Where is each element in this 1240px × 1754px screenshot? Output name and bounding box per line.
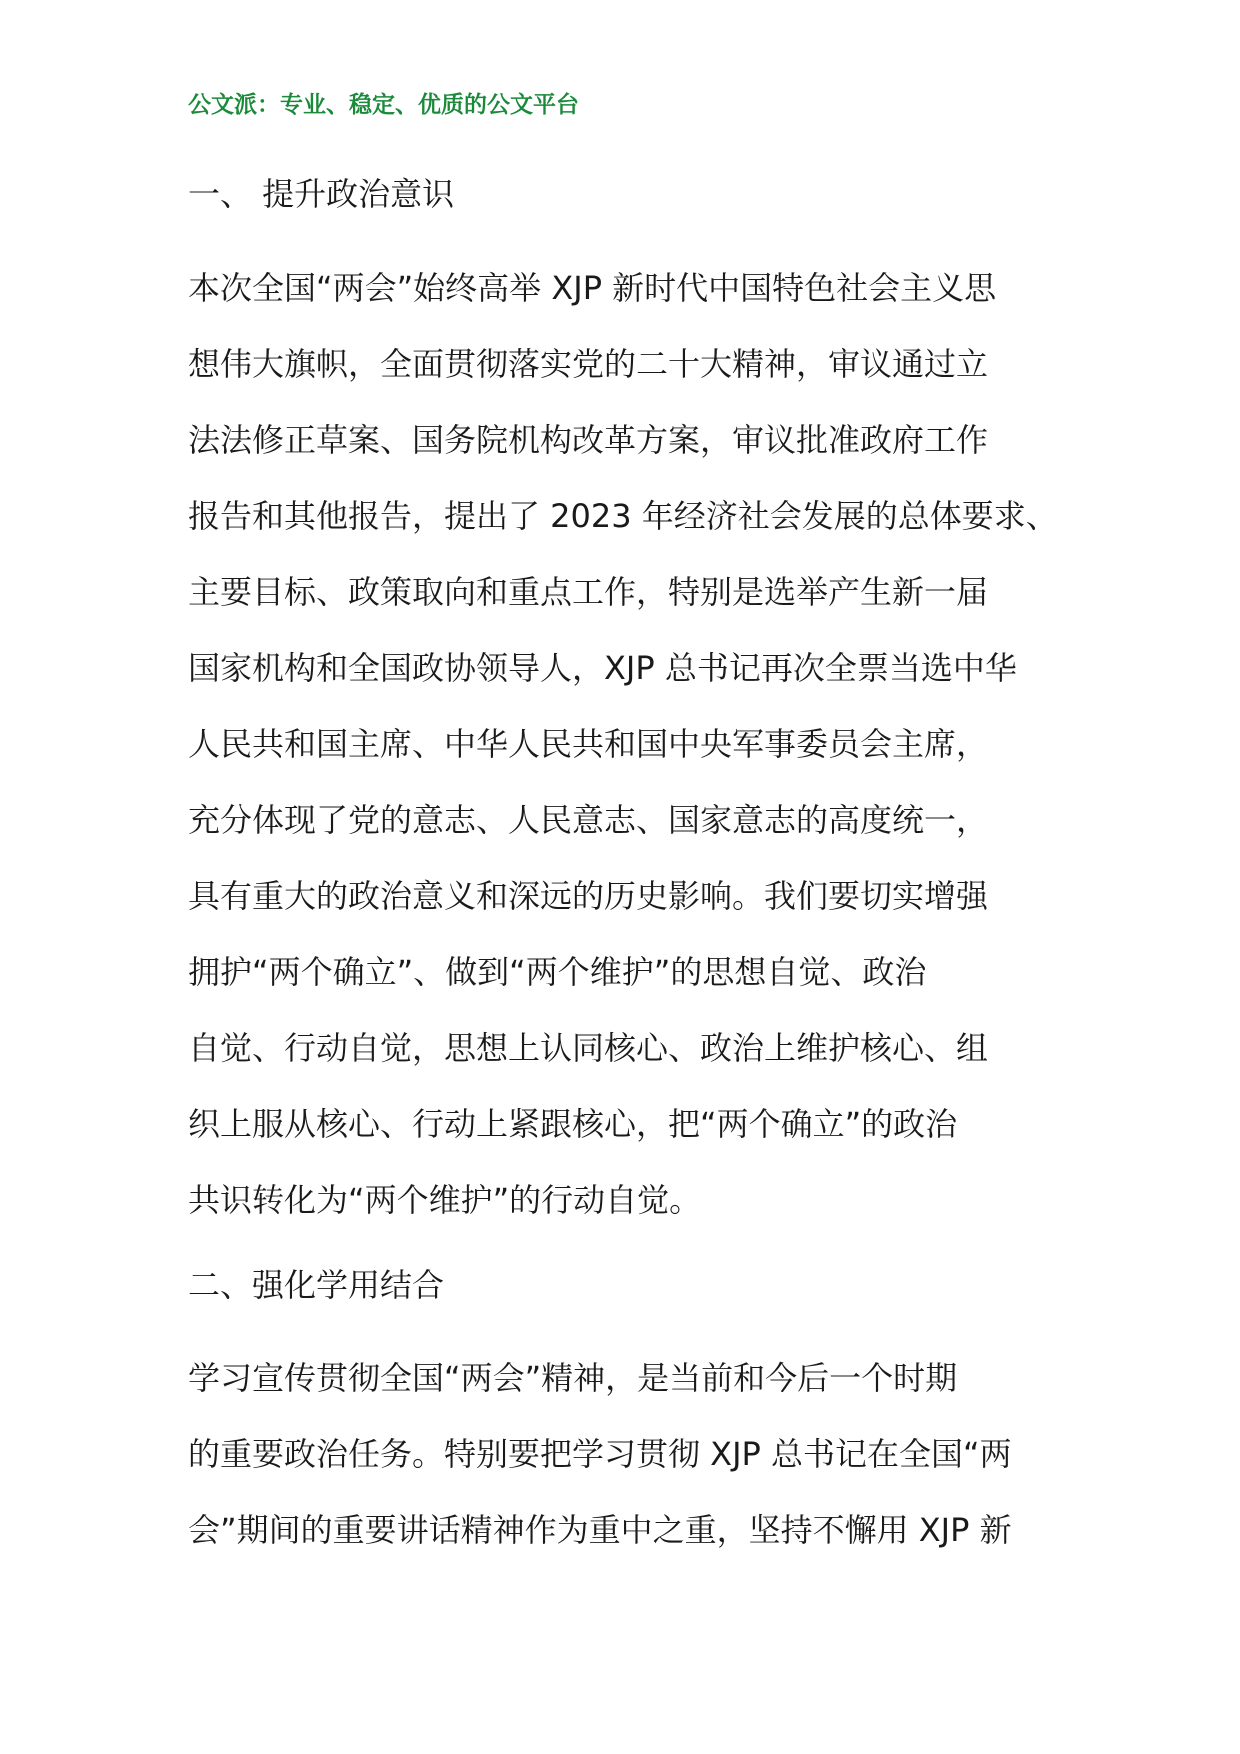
paragraph-line: 本次全国“两会”始终高举 XJP 新时代中国特色社会主义思: [188, 269, 997, 307]
section-2-paragraph: [188, 1340, 1088, 1568]
paragraph-line: 人民共和国主席、中华人民共和国中央军事委员会主席，: [188, 725, 989, 763]
section-heading-2: 二、强化学用结合: [188, 1266, 445, 1304]
paragraph-line: 会”期间的重要讲话精神作为重中之重，坚持不懈用 XJP 新: [188, 1511, 1012, 1549]
section-heading-1: 一、 提升政治意识: [188, 175, 455, 213]
section-1-paragraph: [188, 250, 1088, 1238]
paragraph-line: 共识转化为“两个维护”的行动自觉。: [188, 1181, 702, 1219]
paragraph-line: 国家机构和全国政协领导人，XJP 总书记再次全票当选中华: [188, 649, 1017, 687]
paragraph-line: 的重要政治任务。特别要把学习贯彻 XJP 总书记在全国“两: [188, 1435, 1012, 1473]
paragraph-line: 法法修正草案、国务院机构改革方案，审议批准政府工作: [188, 421, 989, 459]
paragraph-line: 具有重大的政治意义和深远的历史影响。我们要切实增强: [188, 877, 989, 915]
paragraph-line: 自觉、行动自觉，思想上认同核心、政治上维护核心、组: [188, 1029, 989, 1067]
header-banner: 公文派：专业、稳定、优质的公文平台: [188, 92, 579, 118]
paragraph-line: 拥护“两个确立”、做到“两个维护”的思想自觉、政治: [188, 953, 927, 991]
paragraph-line: 主要目标、政策取向和重点工作，特别是选举产生新一届: [188, 573, 989, 611]
paragraph-line: 织上服从核心、行动上紧跟核心，把“两个确立”的政治: [188, 1105, 958, 1143]
paragraph-line: 想伟大旗帜，全面贯彻落实党的二十大精神，审议通过立: [188, 345, 989, 383]
paragraph-line: 学习宣传贯彻全国“两会”精神，是当前和今后一个时期: [188, 1359, 958, 1397]
paragraph-line: 充分体现了党的意志、人民意志、国家意志的高度统一，: [188, 801, 989, 839]
paragraph-line: 报告和其他报告，提出了 2023 年经济社会发展的总体要求、: [188, 497, 1058, 535]
